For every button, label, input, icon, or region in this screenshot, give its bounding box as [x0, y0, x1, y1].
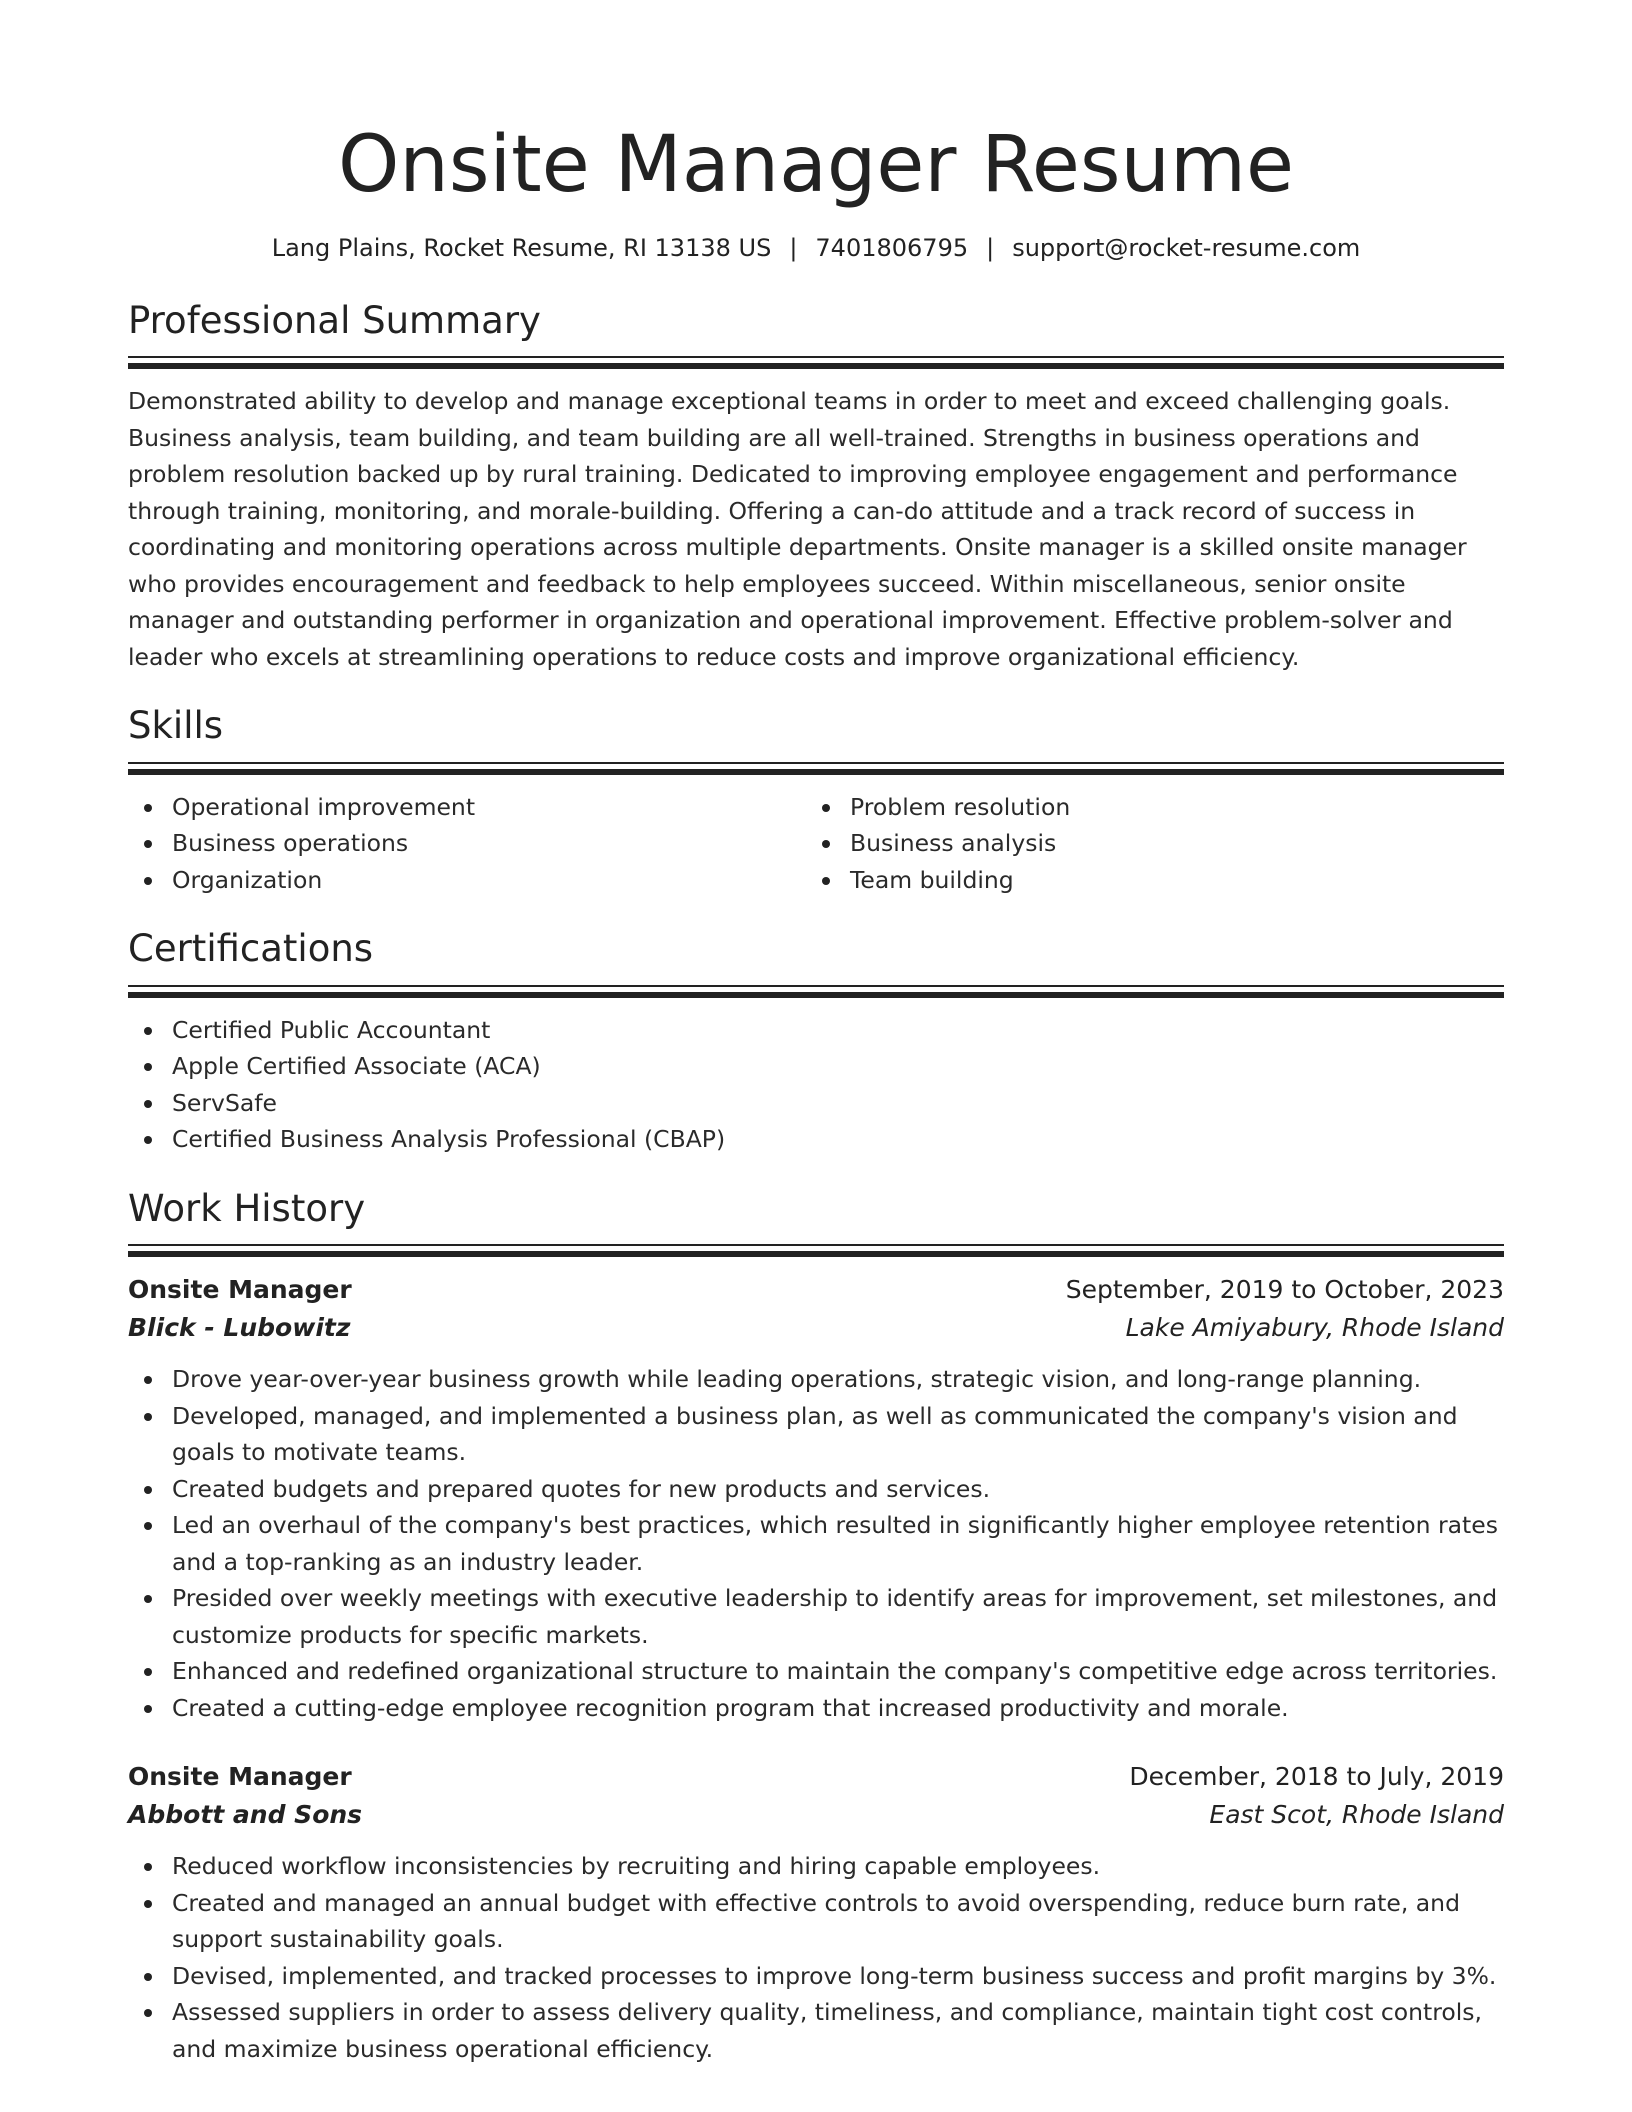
list-item [128, 1994, 1504, 2067]
contact-separator: | [986, 234, 995, 262]
job-bullet-text: Assessed suppliers in order to assess delivery quality, timeliness, and compliance, maintain tight cost controls, and maximize business operational efficiency. [172, 1998, 1483, 2063]
skill-label: Team building [850, 865, 1014, 894]
list-item [128, 1580, 1504, 1653]
skills-column-right [806, 789, 1484, 899]
skills-list-right [806, 789, 1484, 899]
bullet-icon [144, 1705, 152, 1713]
bullet-icon [144, 1027, 152, 1035]
skill-label: Operational improvement [172, 792, 476, 821]
bullet-icon [144, 1136, 152, 1144]
certifications-heading: Certifications [128, 927, 374, 971]
job-bullet-text: Led an overhaul of the company's best practices, which resulted in significantly higher employee retention rates and a top-ranking as an industry leader. [172, 1511, 1498, 1576]
certification-label: Certified Public Accountant [172, 1015, 491, 1044]
list-item [128, 1507, 1504, 1580]
bullet-icon [144, 1063, 152, 1071]
job-header [128, 1758, 1504, 1796]
job-bullet-text: Drove year-over-year business growth while leading operations, strategic vision, and long-range planning. [172, 1365, 1422, 1394]
bullet-icon [144, 1522, 152, 1530]
bullet-icon [822, 840, 830, 848]
bullet-icon [822, 804, 830, 812]
section-divider [128, 1244, 1504, 1257]
job-bullet-text: Reduced workflow inconsistencies by recruiting and hiring capable employees. [172, 1852, 1101, 1881]
bullet-icon [144, 1376, 152, 1384]
job-bullet-text: Enhanced and redefined organizational structure to maintain the company's competitive edge across territories. [172, 1657, 1498, 1686]
list-item [128, 1361, 1504, 1398]
resume-title: Onsite Manager Resume [338, 120, 1294, 210]
contact-separator: | [789, 234, 798, 262]
skill-label: Business operations [172, 829, 409, 858]
job-bullet-text: Created budgets and prepared quotes for new products and services. [172, 1474, 991, 1503]
contact-address: Lang Plains, Rocket Resume, RI 13138 US [271, 234, 772, 262]
summary-text: Demonstrated ability to develop and manage exceptional teams in order to meet and exceed challenging goals. Business analysis, team building, and team building are all well-trained. Strengths in business operations and problem resolution backed up by rural training. Dedicated to improving employee engagement and performance through training, monitoring, and morale-building. Offering a can-do attitude and a track record of success in coordinating and monitoring operations across multiple departments. Onsite manager is a skilled onsite manager who provides encouragement and feedback to help employees succeed. Within miscellaneous, senior onsite manager and outstanding performer in organization and operational improvement. Effective problem-solver and leader who excels at streamlining operations to reduce costs and improve organizational efficiency. [128, 387, 1467, 671]
bullet-icon [144, 1900, 152, 1908]
summary-heading: Professional Summary [128, 298, 541, 342]
job-bullet-text: Devised, implemented, and tracked processes to improve long-term business success and profit margins by 3%. [172, 1961, 1497, 1990]
bullet-icon [822, 877, 830, 885]
skills-heading: Skills [128, 704, 224, 748]
bullet-icon [144, 1595, 152, 1603]
certification-label: Apple Certified Associate (ACA) [172, 1052, 541, 1081]
skills-section [128, 705, 1504, 898]
skills-column-left [128, 789, 806, 899]
skill-label: Business analysis [850, 829, 1057, 858]
summary-section [128, 300, 1504, 676]
bullet-icon [144, 1413, 152, 1421]
list-item [806, 789, 1484, 826]
bullet-icon [144, 804, 152, 812]
list-item [128, 1848, 1504, 1885]
list-item [128, 1885, 1504, 1958]
job-location: East Scot, Rhode Island [1209, 1800, 1504, 1830]
section-divider [128, 762, 1504, 775]
job-entry [128, 1758, 1504, 2067]
list-item [128, 1471, 1504, 1508]
job-header [128, 1271, 1504, 1309]
list-item [128, 1653, 1504, 1690]
skill-label: Problem resolution [850, 792, 1071, 821]
job-company: Blick - Lubowitz [128, 1313, 351, 1343]
job-subheader [128, 1309, 1504, 1347]
bullet-icon [144, 877, 152, 885]
job-title: Onsite Manager [128, 1275, 352, 1305]
contact-phone: 7401806795 [815, 234, 969, 262]
job-bullets [128, 1848, 1504, 2067]
section-divider [128, 985, 1504, 998]
work-history-section [128, 1188, 1504, 2068]
job-subheader [128, 1796, 1504, 1834]
certification-label: Certified Business Analysis Professional (CBAP) [172, 1125, 726, 1154]
list-item [128, 1398, 1504, 1471]
job-company: Abbott and Sons [128, 1800, 363, 1830]
contact-line [128, 234, 1504, 263]
list-item [128, 789, 806, 826]
bullet-icon [144, 1668, 152, 1676]
work-history-heading: Work History [128, 1186, 366, 1230]
job-dates: September, 2019 to October, 2023 [1065, 1275, 1504, 1305]
job-title: Onsite Manager [128, 1762, 352, 1792]
job-bullet-text: Created a cutting-edge employee recognition program that increased productivity and morale. [172, 1693, 1289, 1722]
bullet-icon [144, 1100, 152, 1108]
resume-page [128, 0, 1504, 2067]
list-item [128, 1690, 1504, 1727]
certifications-section [128, 928, 1504, 1158]
bullet-icon [144, 1863, 152, 1871]
list-item [128, 1048, 1504, 1085]
list-item [128, 1012, 1504, 1049]
bullet-icon [144, 1973, 152, 1981]
list-item [806, 862, 1484, 899]
job-entry [128, 1271, 1504, 1726]
skill-label: Organization [172, 865, 323, 894]
job-bullets [128, 1361, 1504, 1726]
certifications-list [128, 1012, 1504, 1158]
skills-grid [128, 789, 1504, 899]
bullet-icon [144, 2009, 152, 2017]
job-location: Lake Amiyabury, Rhode Island [1125, 1313, 1504, 1343]
contact-email[interactable]: support@rocket-resume.com [1012, 234, 1361, 262]
job-bullet-text: Presided over weekly meetings with executive leadership to identify areas for improvement, set milestones, and customize products for specific markets. [172, 1584, 1498, 1649]
list-item [128, 1958, 1504, 1995]
list-item [128, 862, 806, 899]
section-divider [128, 356, 1504, 369]
skills-list-left [128, 789, 806, 899]
job-dates: December, 2018 to July, 2019 [1129, 1762, 1504, 1792]
job-bullet-text: Created and managed an annual budget with effective controls to avoid overspending, reduce burn rate, and support sustainability goals. [172, 1888, 1460, 1954]
list-item [128, 1121, 1504, 1158]
certification-label: ServSafe [172, 1088, 277, 1117]
bullet-icon [144, 840, 152, 848]
list-item [806, 825, 1484, 862]
list-item [128, 1085, 1504, 1122]
bullet-icon [144, 1486, 152, 1494]
list-item [128, 825, 806, 862]
job-bullet-text: Developed, managed, and implemented a business plan, as well as communicated the company's vision and goals to motivate teams. [172, 1401, 1458, 1467]
